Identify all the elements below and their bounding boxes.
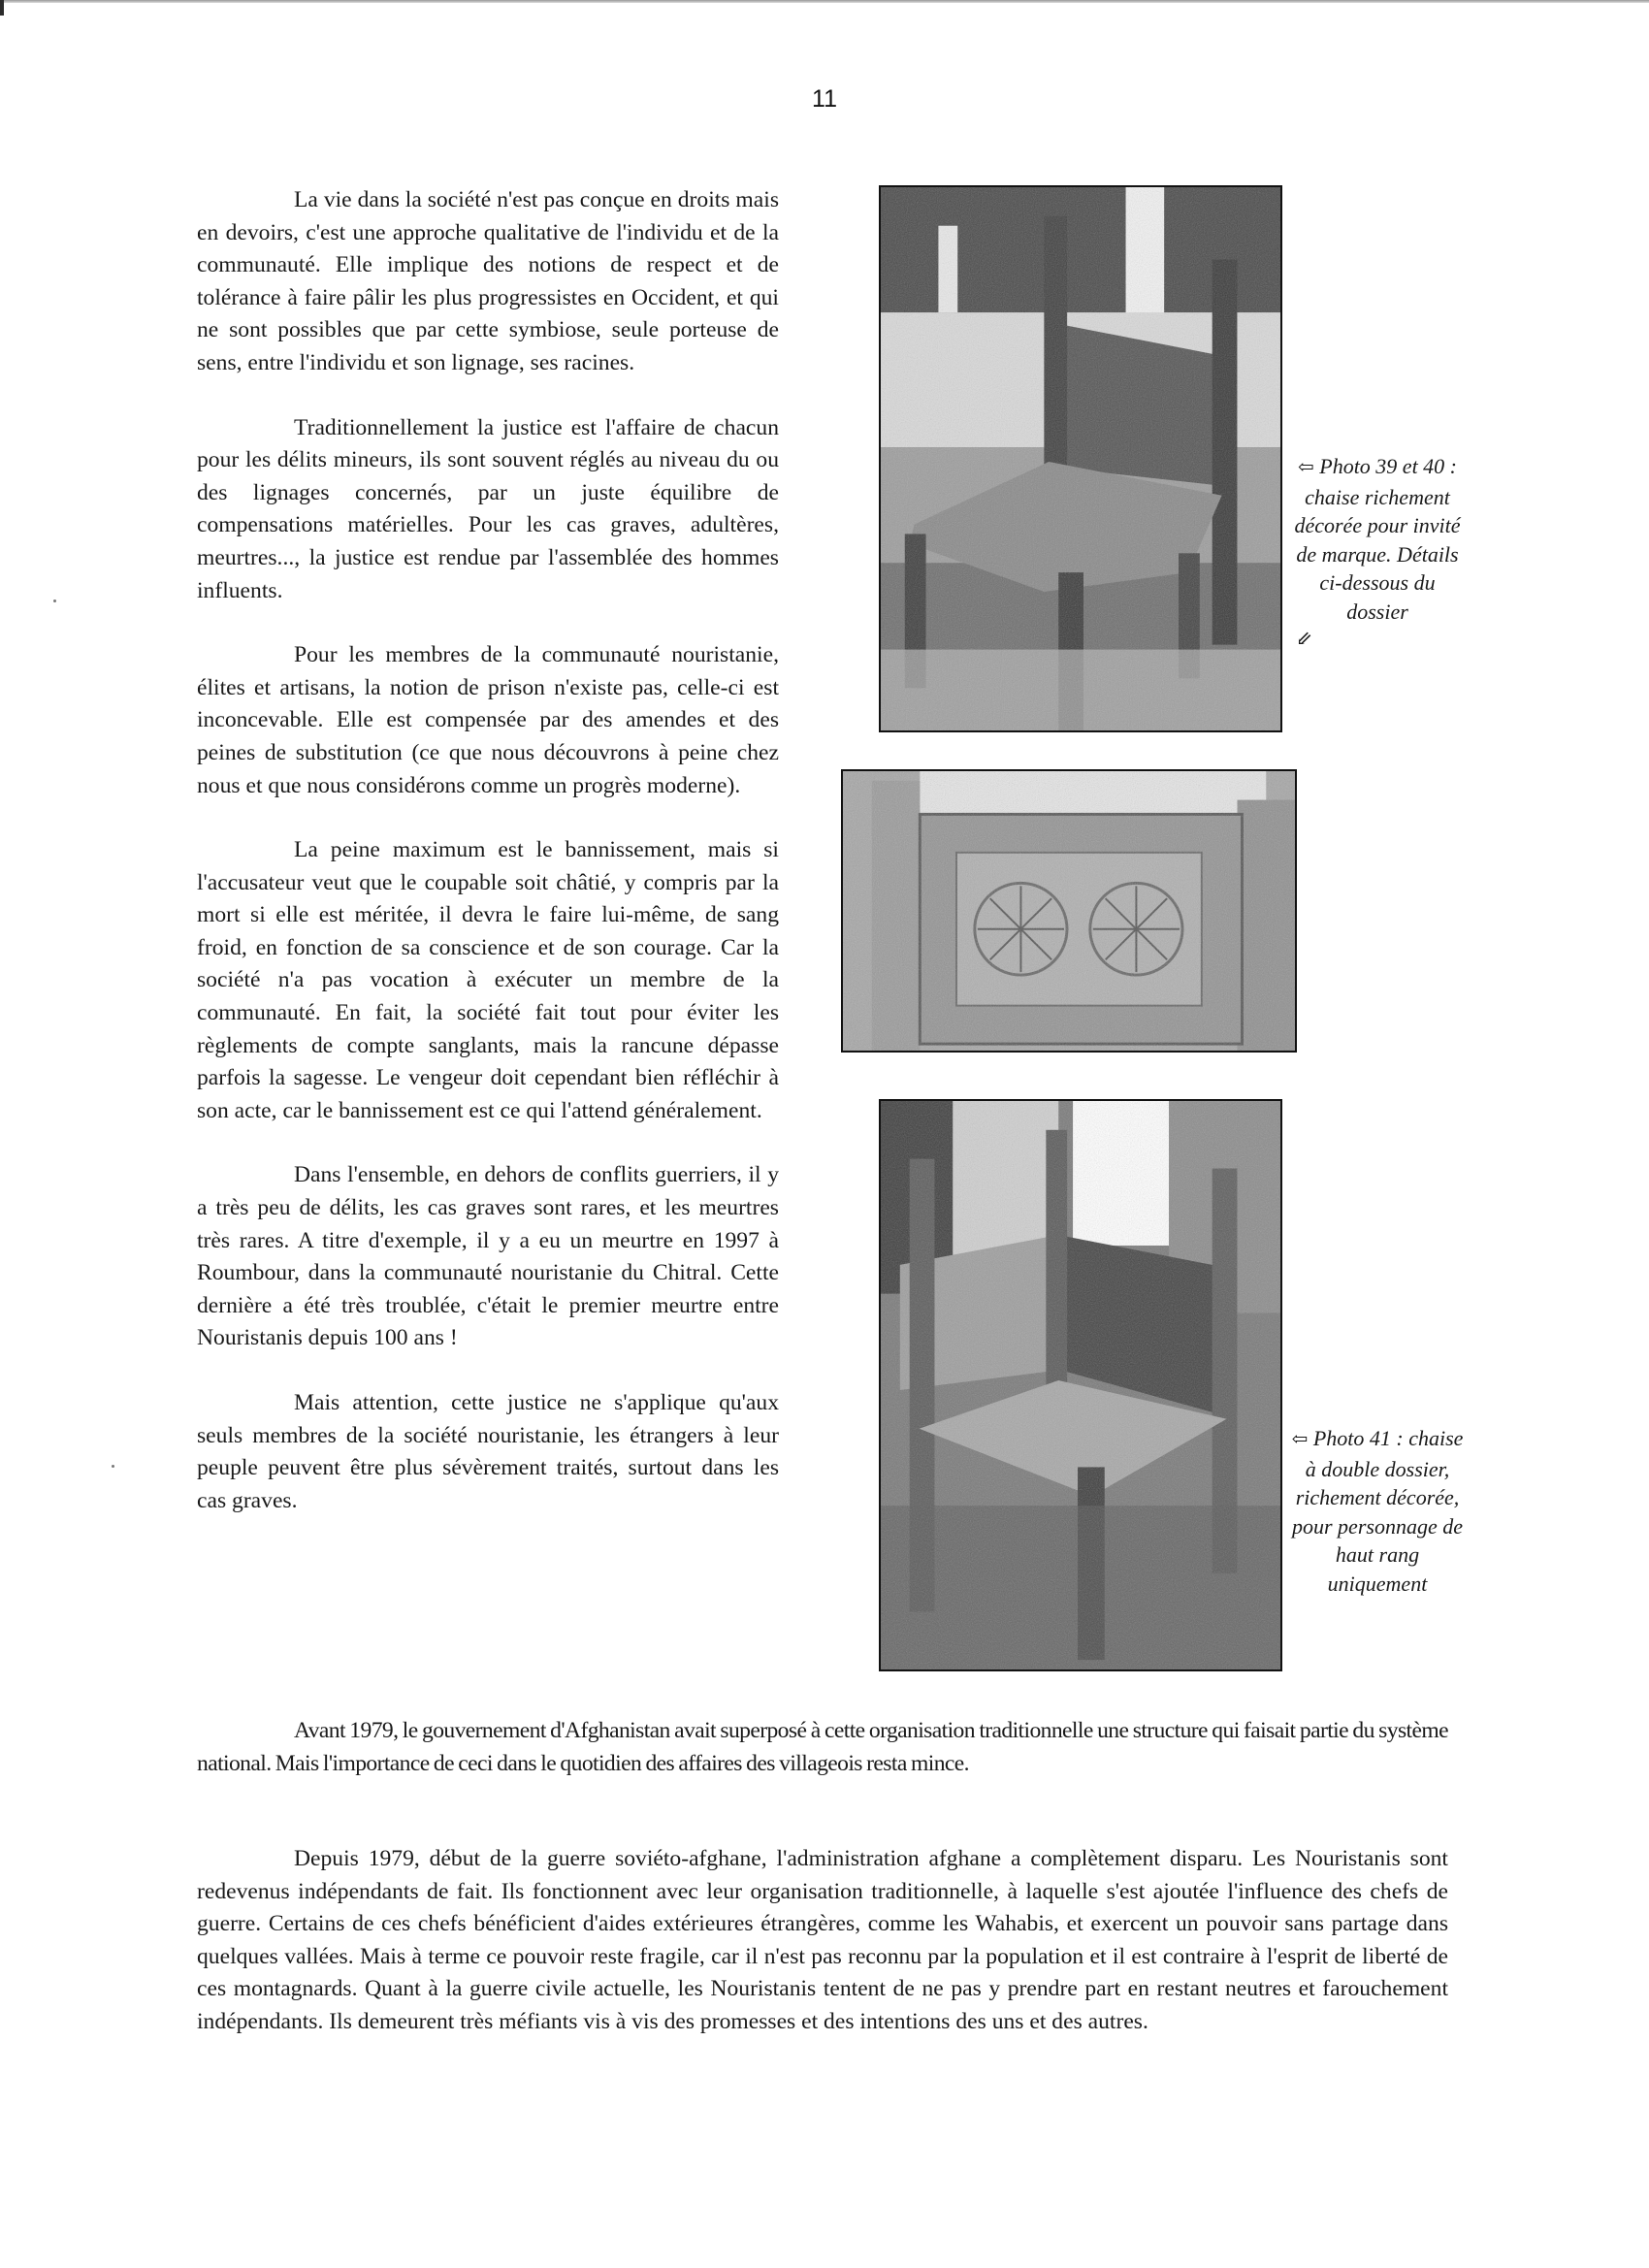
arrow-down-left-icon: ⇙ xyxy=(1296,629,1312,650)
caption-text: Photo 41 : chaise à double dossier, richement décorée, pour personnage de haut rang uniquement xyxy=(1292,1426,1464,1596)
paragraph-prison: Pour les membres de la communauté nouristanie, élites et artisans, la notion de prison n'existe pas, celle-ci est inconcevable. Elle est compensée par des amendes et des peines de substitution (ce que nous découvrons à peine chez nous et que nous considérons comme un progrès moderne). xyxy=(197,642,779,798)
photo-backrest-image xyxy=(843,771,1295,1051)
photo-chair xyxy=(879,185,1282,732)
paragraph-society: La vie dans la société n'est pas conçue en droits mais en devoirs, c'est une approche qualitative de l'individu et de la communauté. Elle implique des notions de respect et de tolérance à faire pâlir les plus progressistes en Occident, et qui ne sont possibles que par cette symbiose, seule porteuse de sens, entre l'individu et son lignage, ses racines. xyxy=(197,187,779,375)
paragraph-banishment: La peine maximum est le bannissement, mais si l'accusateur veut que le coupable soit châtié, y compris par la mort si elle est méritée, il devra le faire lui-même, de sang froid, en fonction de sa conscience et de son courage. Car la société n'a pas vocation à exécuter un membre de la communauté. En fait, la société fait tout pour éviter les règlements de compte sanglants, mais la rancune dépasse parfois la sagesse. Le vengeur doit cependant bien réfléchir à son acte, car le bannissement est ce qui l'attend généralement. xyxy=(197,837,779,1123)
arrow-left-icon: ⇦ xyxy=(1297,457,1314,478)
paragraph-justice: Traditionnellement la justice est l'affaire de chacun pour les délits mineurs, ils sont souvent réglés au niveau du ou des lignages concernés, par un juste équilibre de compensations matérielles. Pour les cas graves, adultères, meurtres..., la justice est rendue par l'assemblée des hommes influents. xyxy=(197,414,779,603)
photo-double-back-chair xyxy=(879,1099,1282,1671)
caption-text: Photo 39 et 40 : chaise richement décorée pour invité de marque. Détails ci-dessous du dossier xyxy=(1294,454,1461,624)
photo-backrest-detail xyxy=(841,769,1297,1053)
caption-photo-39-40 xyxy=(1290,452,1465,655)
page-number: 11 xyxy=(812,85,837,113)
scan-edge-mark xyxy=(0,0,4,16)
caption-photo-41 xyxy=(1290,1424,1465,1598)
photo-double-back-chair-image xyxy=(881,1101,1280,1669)
arrow-left-icon: ⇦ xyxy=(1291,1429,1309,1450)
paragraph-since-1979: Depuis 1979, début de la guerre soviéto-afghane, l'administration afghane a complètement disparu. Les Nouristanis sont redevenus indépendants de fait. Ils fonctionnent avec leur organisation traditionnelle, à laquelle s'est ajoutée l'influence des chefs de guerre. Certains de ces chefs bénéficient d'aides extérieures étrangères, comme les Wahabis, et exercent un pouvoir sans partage dans quelques vallées. Mais à terme ce pouvoir reste fragile, car il n'est pas reconnu par la population et il est contraire à l'esprit de liberté de ces montagnards. Quant à la guerre civile actuelle, les Nouristanis tentent de ne pas y prendre part en restant neutres et farouchement indépendants. Ils demeurent très méfiants vis à vis des promesses et des intentions des uns et des autres. xyxy=(197,1846,1448,2034)
scan-edge-top xyxy=(0,0,1649,3)
paragraph-before-1979: Avant 1979, le gouvernement d'Afghanistan avait superposé à cette organisation traditionnelle une structure qui faisait partie du système national. Mais l'importance de ceci dans le quotidien des affaires des villageois resta mince. xyxy=(197,1718,1448,1776)
left-column xyxy=(197,184,779,1517)
scan-speck xyxy=(112,1465,114,1468)
paragraph-offences: Dans l'ensemble, en dehors de conflits guerriers, il y a très peu de délits, les cas graves sont rares, et les meurtres très rares. A titre d'exemple, il y a eu un meurtre en 1997 à Roumbour, dans la communauté nouristanie du Chitral. Cette dernière a été très troublée, c'était le premier meurtre entre Nouristanis depuis 100 ans ! xyxy=(197,1162,779,1351)
scan-speck xyxy=(53,599,56,602)
photo-chair-image xyxy=(881,187,1280,730)
paragraph-foreigners: Mais attention, cette justice ne s'applique qu'aux seuls membres de la société nouristanie, les étrangers à leur peuple peuvent être plus sévèrement traités, surtout dans les cas graves. xyxy=(197,1390,779,1513)
